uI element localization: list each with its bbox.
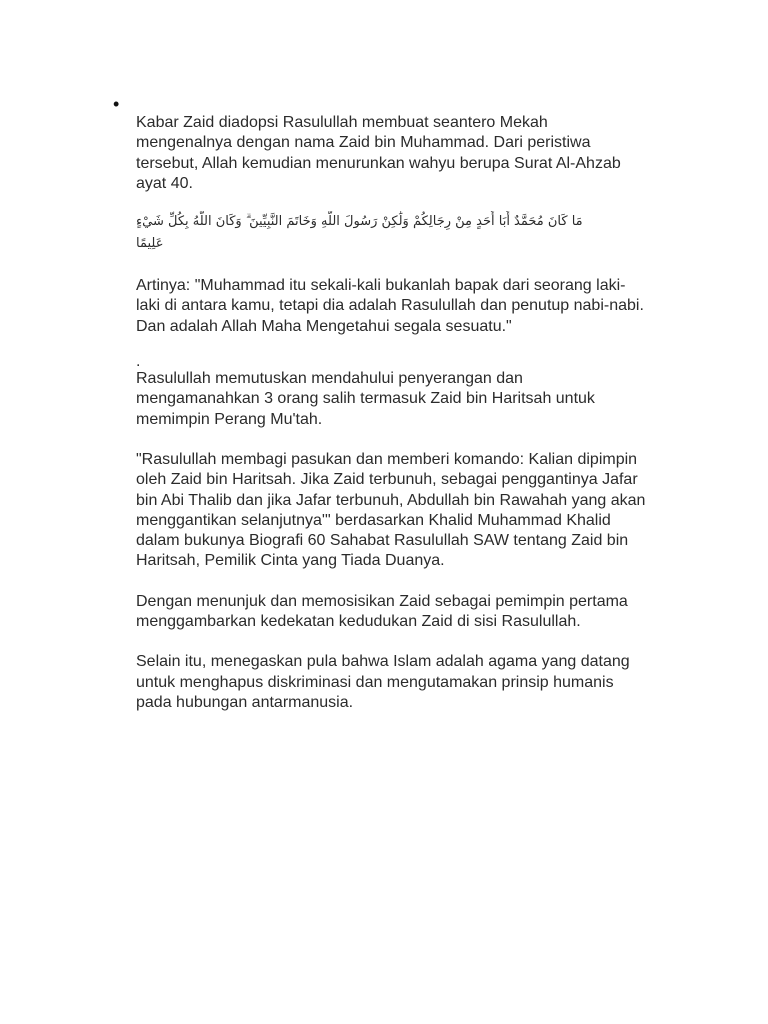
list-bullet: • <box>113 94 120 114</box>
paragraph-translation: Artinya: "Muhammad itu sekali-kali bukanlah bapak dari seorang laki- laki di antara kamu, tetapi dia adalah Rasulullah dan penutup nabi-nabi. Dan adalah Allah Maha Mengetahui segala sesuatu." <box>136 277 644 335</box>
paragraph-adoption: Kabar Zaid diadopsi Rasulullah membuat seantero Mekah mengenalnya dengan nama Zaid bin Muhammad. Dari peristiwa tersebut, Allah kemudian menurunkan wahyu berupa Surat Al-Ahzab ayat 40. <box>136 114 621 192</box>
paragraph-islam-humanism: Selain itu, menegaskan pula bahwa Islam adalah agama yang datang untuk menghapus diskriminasi dan mengutamakan prinsip humanis pada hubungan antarmanusia. <box>136 653 630 711</box>
document-body <box>136 113 696 713</box>
paragraph-decision: Rasulullah memutuskan mendahului penyerangan dan mengamanahkan 3 orang salih termasuk Zaid bin Haritsah untuk memimpin Perang Mu'tah. <box>136 370 595 428</box>
separator-dot: . <box>136 353 141 371</box>
quran-verse-arabic: مَا كَانَ مُحَمَّدٌ أَبَا أَحَدٍ مِنْ رِجَالِكُمْ وَلَٰكِنْ رَسُولَ اللَّهِ وَخَاتَمَ النَّبِيِّينَ ۗ وَكَانَ اللَّهُ بِكُلِّ شَيْءٍ عَلِيمًا <box>136 214 583 252</box>
paragraph-leadership: Dengan menunjuk dan memosisikan Zaid sebagai pemimpin pertama menggambarkan kedekatan kedudukan Zaid di sisi Rasulullah. <box>136 592 628 631</box>
paragraph-command: "Rasulullah membagi pasukan dan memberi komando: Kalian dipimpin oleh Zaid bin Haritsah. Jika Zaid terbunuh, sebagai penggantinya Jafar bin Abi Thalib dan jika Jafar terbunuh, Abdullah bin Rawahah yang akan menggantikan selanjutnya'" berdasarkan Khalid Muhammad Khalid dalam bukunya Biografi 60 Sahabat Rasulullah SAW tentang Zaid bin Haritsah, Pemilik Cinta yang Tiada Duanya. <box>136 450 646 570</box>
